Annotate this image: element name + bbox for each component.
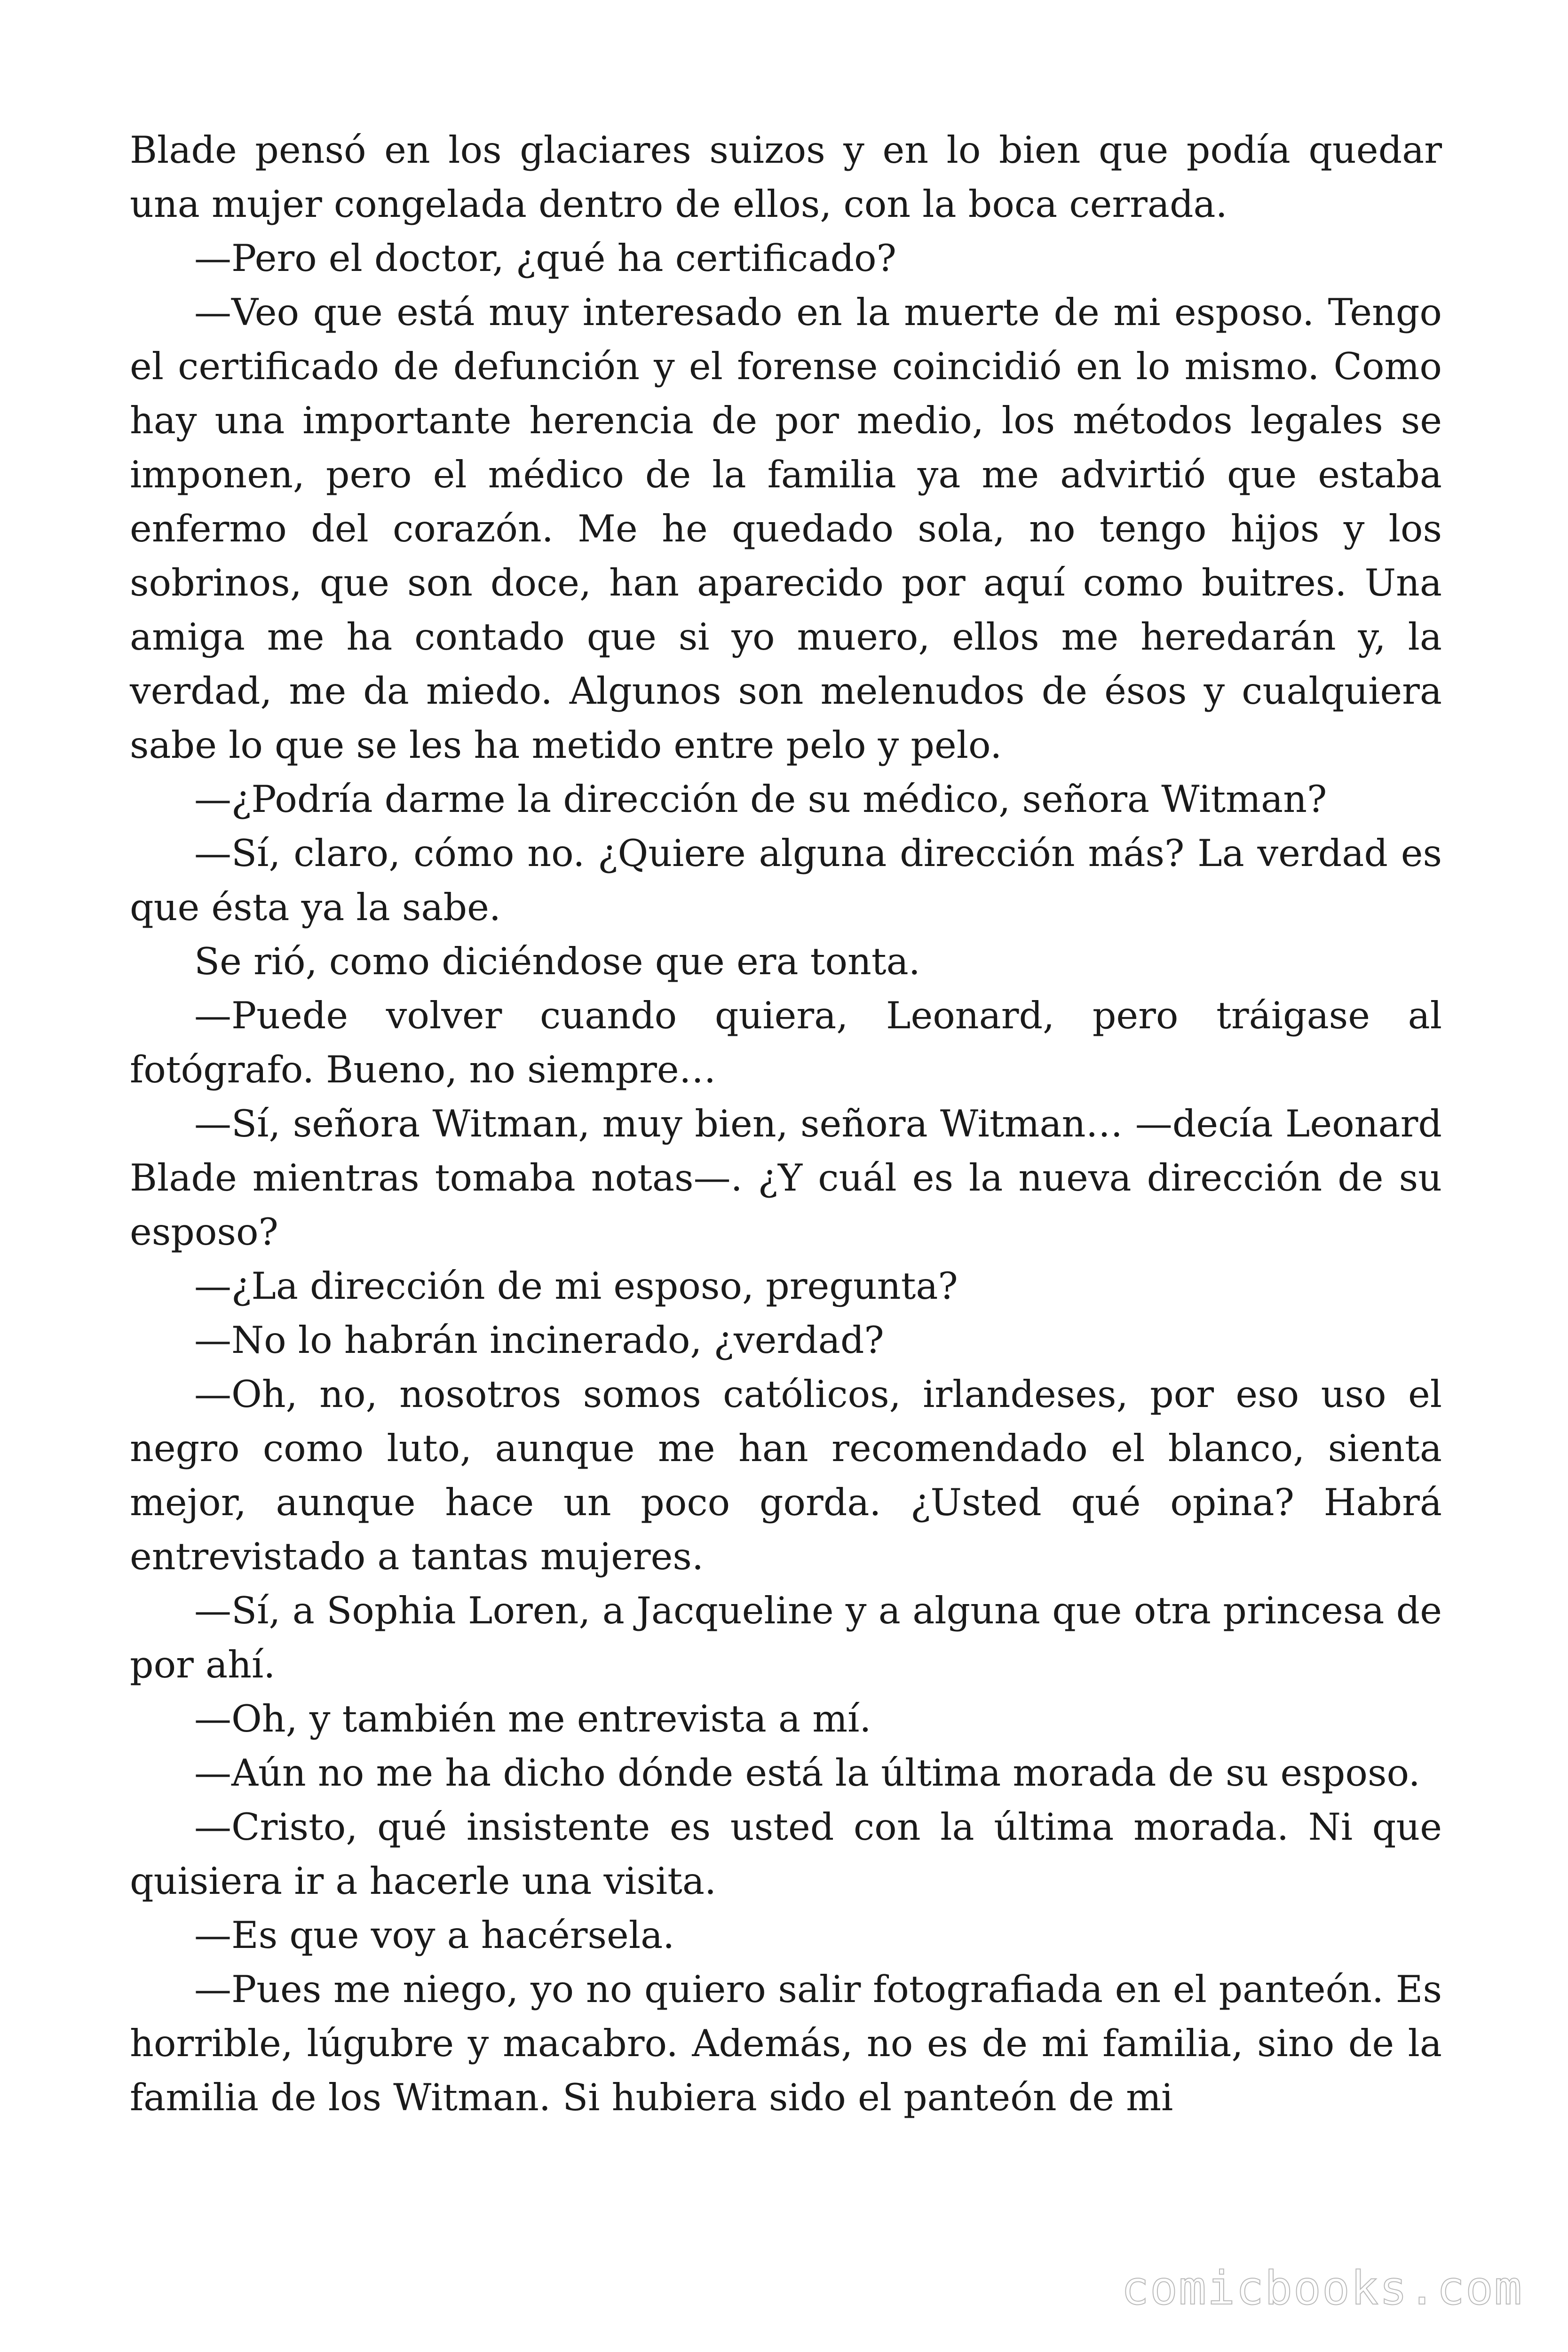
paragraph: Blade pensó en los glaciares suizos y en lo bien que podía quedar una mujer congelada dentro de ellos, con la boca cerrada. — [130, 128, 1442, 226]
paragraph: —Cristo, qué insistente es usted con la última morada. Ni que quisiera ir a hacerle una visita. — [130, 1805, 1442, 1903]
paragraph: —¿La dirección de mi esposo, pregunta? — [194, 1264, 958, 1308]
paragraph: —Oh, no, nosotros somos católicos, irlandeses, por eso uso el negro como luto, aunque me han recomendado el blanco, sienta mejor, aunque hace un poco gorda. ¿Usted qué opina? Habrá entrevistado a tantas mujeres. — [130, 1373, 1442, 1578]
paragraph: —Veo que está muy interesado en la muerte de mi esposo. Tengo el certificado de defunción y el forense coincidió en lo mismo. Como hay una importante herencia de por medio, los métodos legales se imponen, pero el médico de la familia ya me advirtió que estaba enfermo del corazón. Me he quedado sola, no tengo hijos y los sobrinos, que son doce, han aparecido por aquí como buitres. Una amiga me ha contado que si yo muero, ellos me heredarán y, la verdad, me da miedo. Algunos son melenudos de ésos y cualquiera sabe lo que se les ha metido entre pelo y pelo. — [130, 291, 1442, 767]
paragraph: —Sí, señora Witman, muy bien, señora Witman… —decía Leonard Blade mientras tomaba notas—. ¿Y cuál es la nueva dirección de su esposo? — [130, 1102, 1442, 1254]
paragraph: —Sí, claro, cómo no. ¿Quiere alguna dirección más? La verdad es que ésta ya la sabe. — [130, 832, 1442, 929]
watermark-text: comicbooks.com — [1121, 2262, 1523, 2315]
paragraph: —Sí, a Sophia Loren, a Jacqueline y a alguna que otra princesa de por ahí. — [130, 1589, 1442, 1686]
paragraph: —Es que voy a hacérsela. — [194, 1914, 675, 1957]
paragraph: —Pues me niego, yo no quiero salir fotografiada en el panteón. Es horrible, lúgubre y macabro. Además, no es de mi familia, sino de la familia de los Witman. Si hubiera sido el panteón de mi — [130, 1968, 1442, 2119]
paragraph: —¿Podría darme la dirección de su médico, señora Witman? — [194, 778, 1327, 821]
paragraph: Se rió, como diciéndose que era tonta. — [194, 940, 920, 983]
paragraph: —No lo habrán incinerado, ¿verdad? — [194, 1319, 884, 1362]
paragraph: —Aún no me ha dicho dónde está la última morada de su esposo. — [194, 1751, 1420, 1795]
paragraph: —Puede volver cuando quiera, Leonard, pero tráigase al fotógrafo. Bueno, no siempre… — [130, 994, 1442, 1091]
body-text — [130, 123, 1442, 2125]
paragraph: —Pero el doctor, ¿qué ha certificado? — [194, 237, 896, 280]
paragraph: —Oh, y también me entrevista a mí. — [194, 1697, 871, 1740]
